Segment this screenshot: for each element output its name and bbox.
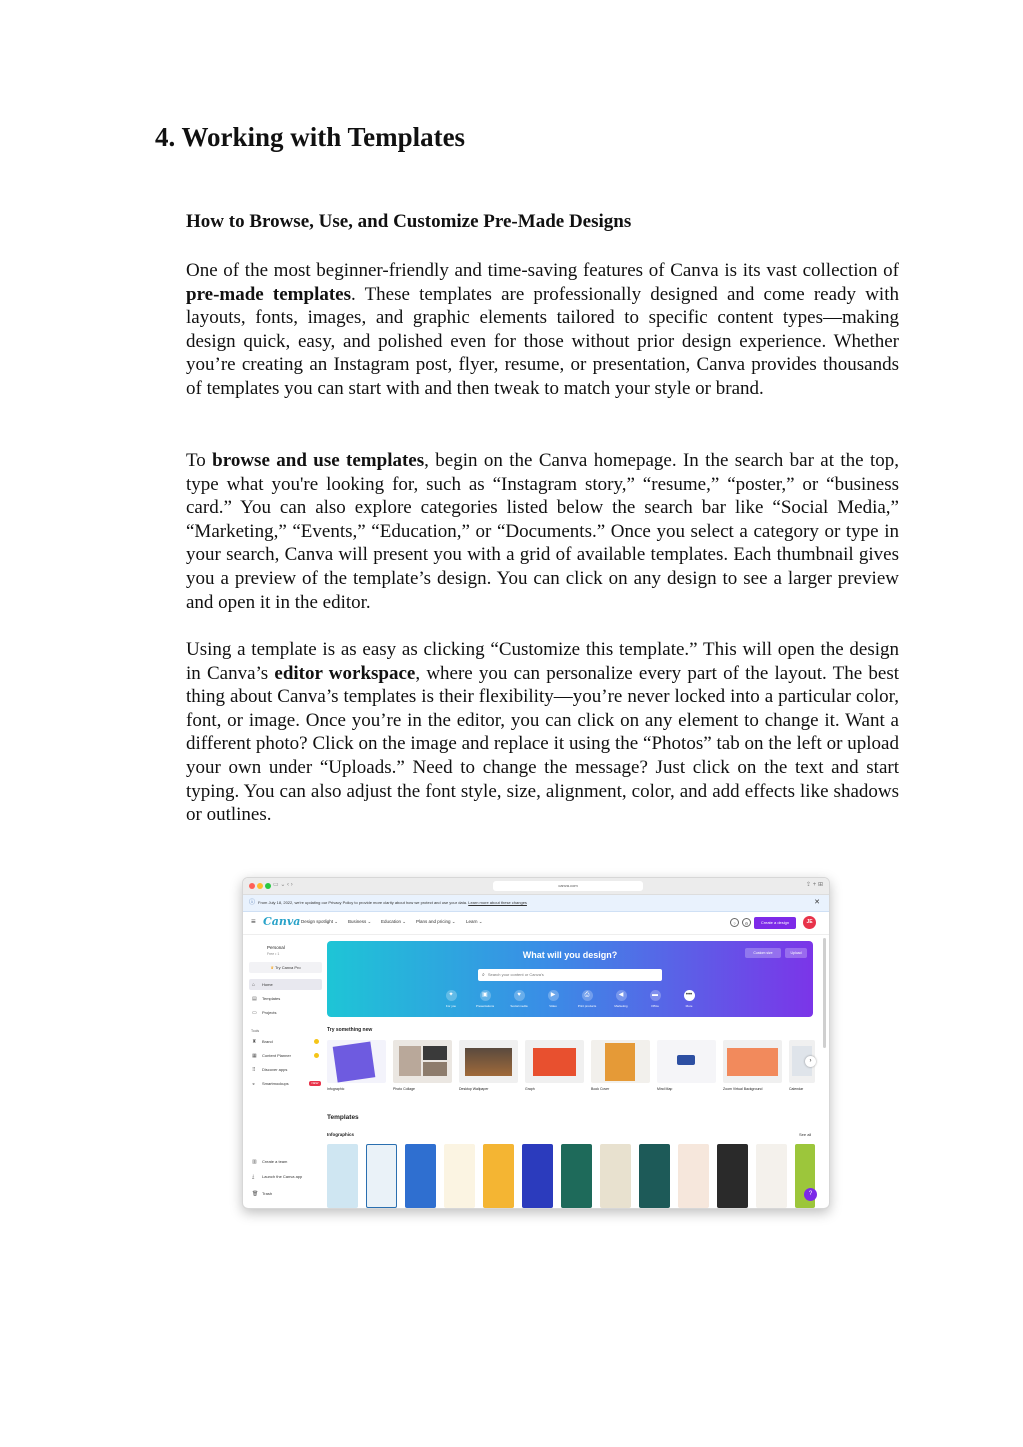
scrollbar[interactable]	[823, 938, 826, 1048]
search-icon: ⌕	[482, 972, 485, 978]
infographic-template[interactable]	[444, 1144, 475, 1208]
sidebar-item-projects[interactable]: ▭ Projects	[249, 1007, 322, 1018]
thumb-label: Calendar	[789, 1087, 804, 1091]
nav-business[interactable]: Business ⌄	[348, 919, 372, 924]
new-badge: NEW	[309, 1081, 321, 1086]
sidebar-item-discover-apps[interactable]: ⠿ Discover apps	[249, 1064, 322, 1075]
infographic-template[interactable]	[405, 1144, 436, 1208]
thumb-label: Photo Collage	[393, 1087, 415, 1091]
browser-toolbar-icons[interactable]: ⇪ + ⊞	[806, 882, 823, 888]
templates-section-title: Templates	[327, 1114, 359, 1121]
help-icon[interactable]: ?	[730, 918, 739, 927]
infographic-template[interactable]	[756, 1144, 787, 1208]
trash-icon: 🗑	[252, 1191, 259, 1197]
infographic-template[interactable]	[561, 1144, 592, 1208]
infographics-title: Infographics	[327, 1132, 355, 1137]
bold-term: editor workspace	[274, 662, 416, 684]
sidebar-item-content-planner[interactable]: ▦ Content Planner	[249, 1050, 322, 1061]
canva-header	[243, 912, 829, 935]
thumb-graph[interactable]	[525, 1040, 584, 1083]
section-subheading: How to Browse, Use, and Customize Pre-Made Designs	[186, 211, 632, 232]
sparkle-icon: ✦	[446, 990, 457, 1001]
team-icon: ▥	[252, 1159, 257, 1165]
account-plan: Free • 1	[267, 952, 280, 956]
sidebar-item-templates[interactable]: ▤ Templates	[249, 993, 322, 1004]
paragraph-browse	[186, 449, 899, 614]
notice-text: From July 18, 2022, we're updating our Privacy Policy to provide more clarity about how we protect and use your data. Learn more about these changes	[258, 900, 527, 905]
thumb-zoom-background[interactable]	[723, 1040, 782, 1083]
try-pro-button[interactable]: ♛ Try Canva Pro	[249, 962, 322, 973]
info-icon: ⓘ	[249, 900, 256, 906]
paragraph-text: , where you can personalize every part of the layout. The best thing about Canva’s templates is their flexibility—you’re never locked into a particular color, font, or image. Once you’re in the editor, you can click on any element to change it. Want a different photo? Click on the image and replace it using the “Photos” tab on the left or upload your own under “Uploads.” Need to change the message? Just click on the text and start typing. You can also adjust the font style, size, alignment, color, and add effects like shadows or outlines.	[186, 662, 899, 826]
more-icon: •••	[684, 990, 695, 1001]
home-icon: ⌂	[252, 982, 256, 988]
apps-icon: ⠿	[252, 1067, 256, 1073]
address-bar[interactable]: canva.com	[493, 881, 643, 891]
bold-term: pre-made templates	[186, 283, 351, 305]
minimize-window-dot[interactable]	[257, 883, 263, 889]
presentation-icon: ▣	[480, 990, 491, 1001]
category-marketing[interactable]: ◀ Marketing	[614, 992, 628, 1008]
privacy-notice-banner	[243, 895, 829, 912]
browser-titlebar	[243, 878, 829, 895]
paragraph-text: To	[186, 450, 213, 471]
category-social-media[interactable]: ♥ Social media	[510, 992, 528, 1008]
calendar-icon: ▦	[252, 1053, 257, 1059]
see-all-link[interactable]: See all	[799, 1132, 812, 1137]
video-icon: ▶	[548, 990, 559, 1001]
infographic-template[interactable]	[327, 1144, 358, 1208]
thumb-infographic[interactable]	[327, 1040, 386, 1083]
canva-screenshot	[242, 877, 830, 1209]
paragraph-text: Using a template is as easy as clicking “Customize this template.” This will open the design in Canva’s	[186, 639, 899, 684]
help-button[interactable]: ?	[804, 1188, 817, 1201]
create-design-button[interactable]: Create a design	[754, 917, 796, 929]
infographic-template[interactable]	[678, 1144, 709, 1208]
custom-size-button[interactable]: Custom size	[745, 948, 781, 958]
paragraph-intro	[186, 259, 899, 401]
hero-title: What will you design?	[522, 950, 618, 960]
account-name[interactable]: Personal	[267, 945, 285, 950]
templates-icon: ▤	[252, 996, 257, 1002]
infographic-template[interactable]	[366, 1144, 397, 1208]
thumb-label: Book Cover	[591, 1087, 610, 1091]
category-office[interactable]: ▬ Office	[651, 992, 659, 1008]
brand-icon: ♜	[252, 1039, 257, 1045]
hero-banner	[327, 941, 813, 1017]
thumb-desktop-wallpaper[interactable]	[459, 1040, 518, 1083]
thumb-label: Desktop Wallpaper	[459, 1087, 489, 1091]
nav-education[interactable]: Education ⌄	[381, 919, 407, 924]
search-input[interactable]: ⌕ Search your content or Canva's	[478, 969, 662, 981]
avatar[interactable]: JE	[803, 916, 816, 929]
browser-nav-icons[interactable]: ▭ ⌄ ‹ ›	[273, 882, 293, 888]
megaphone-icon: ◀	[616, 990, 627, 1001]
bold-term: browse and use templates	[212, 450, 425, 471]
infographic-template[interactable]	[717, 1144, 748, 1208]
nav-learn[interactable]: Learn ⌄	[466, 919, 483, 924]
sidebar-item-home[interactable]: ⌂ Home	[249, 979, 322, 990]
pro-badge-icon	[314, 1039, 319, 1044]
try-something-new-title: Try something new	[327, 1027, 373, 1033]
folder-icon: ▭	[252, 1010, 257, 1016]
sidebar-item-create-team[interactable]: ▥ Create a team	[249, 1156, 322, 1167]
mockup-icon: ◒	[252, 1081, 256, 1087]
upload-button[interactable]: Upload	[785, 948, 807, 958]
paragraph-customize	[186, 638, 899, 827]
chevron-right-icon[interactable]: ›	[805, 1056, 816, 1067]
canva-logo[interactable]: Canva	[263, 915, 301, 928]
sidebar	[243, 935, 323, 1208]
crown-icon: ♛	[270, 965, 275, 970]
nav-plans-pricing[interactable]: Plans and pricing ⌄	[416, 919, 456, 924]
download-icon: ⤓	[252, 1174, 255, 1180]
thumb-label: Mind Map	[657, 1087, 673, 1091]
print-icon: ⎙	[582, 990, 593, 1001]
close-window-dot[interactable]	[249, 883, 255, 889]
category-more[interactable]: ••• More	[677, 990, 701, 1008]
sidebar-item-brand[interactable]: ♜ Brand	[249, 1036, 322, 1047]
infographic-template[interactable]	[483, 1144, 514, 1208]
thumb-label: Infographic	[327, 1087, 345, 1091]
infographic-template[interactable]	[600, 1144, 631, 1208]
category-print-products[interactable]: ⎙ Print products	[577, 992, 597, 1008]
category-video[interactable]: ▶ Video	[549, 992, 557, 1008]
paragraph-text: . These templates are professionally designed and come ready with layouts, fonts, images, and graphic elements tailored to specific content types—making design quick, easy, and polished even for those without prior design experience. Whether you’re creating an Instagram post, flyer, resume, or presentation, Canva provides thousands of templates you can start with and then tweak to match your style or brand.	[186, 283, 899, 399]
paragraph-text: , begin on the Canva homepage. In the search bar at the top, type what you're looking for, such as “Instagram story,” “resume,” “poster,” or “business card.” You can also explore categories listed below the search bar like “Social Media,” “Marketing,” “Events,” “Education,” or “Documents.” Once you select a category or type in your search, Canva will present you with a grid of available templates. Each thumbnail gives you a preview of the template’s design. You can click on any design to see a larger preview and open it in the editor.	[186, 450, 900, 613]
menu-icon[interactable]: ≡	[251, 917, 256, 926]
notice-link[interactable]: Learn more about these changes	[468, 900, 527, 905]
heart-icon: ♥	[514, 990, 525, 1001]
category-for-you[interactable]: ✦ For you	[445, 992, 457, 1008]
paragraph-text: One of the most beginner-friendly and time-saving features of Canva is its vast collection of	[186, 260, 899, 281]
sidebar-item-smartmockups[interactable]: ◒ Smartmockups NEW	[249, 1078, 322, 1089]
sidebar-item-trash[interactable]: 🗑 Trash	[249, 1188, 322, 1199]
infographic-template[interactable]	[522, 1144, 553, 1208]
category-presentations[interactable]: ▣ Presentations	[475, 992, 495, 1008]
thumb-photo-collage[interactable]	[393, 1040, 452, 1083]
infographic-template[interactable]	[639, 1144, 670, 1208]
tools-label: Tools	[251, 1029, 260, 1033]
sidebar-item-launch-app[interactable]: ⤓ Launch the Canva app	[249, 1171, 322, 1182]
briefcase-icon: ▬	[650, 990, 661, 1001]
section-heading: 4. Working with Templates	[155, 122, 466, 152]
thumb-mind-map[interactable]	[657, 1040, 716, 1083]
maximize-window-dot[interactable]	[265, 883, 271, 889]
thumb-book-cover[interactable]	[591, 1040, 650, 1083]
gear-icon[interactable]: ⚙	[742, 918, 751, 927]
thumb-label: Zoom Virtual Background	[723, 1087, 763, 1091]
pro-badge-icon	[314, 1053, 319, 1058]
thumb-label: Graph	[525, 1087, 535, 1091]
close-icon[interactable]: ✕	[814, 899, 820, 906]
nav-design-spotlight[interactable]: Design spotlight ⌄	[301, 919, 339, 924]
